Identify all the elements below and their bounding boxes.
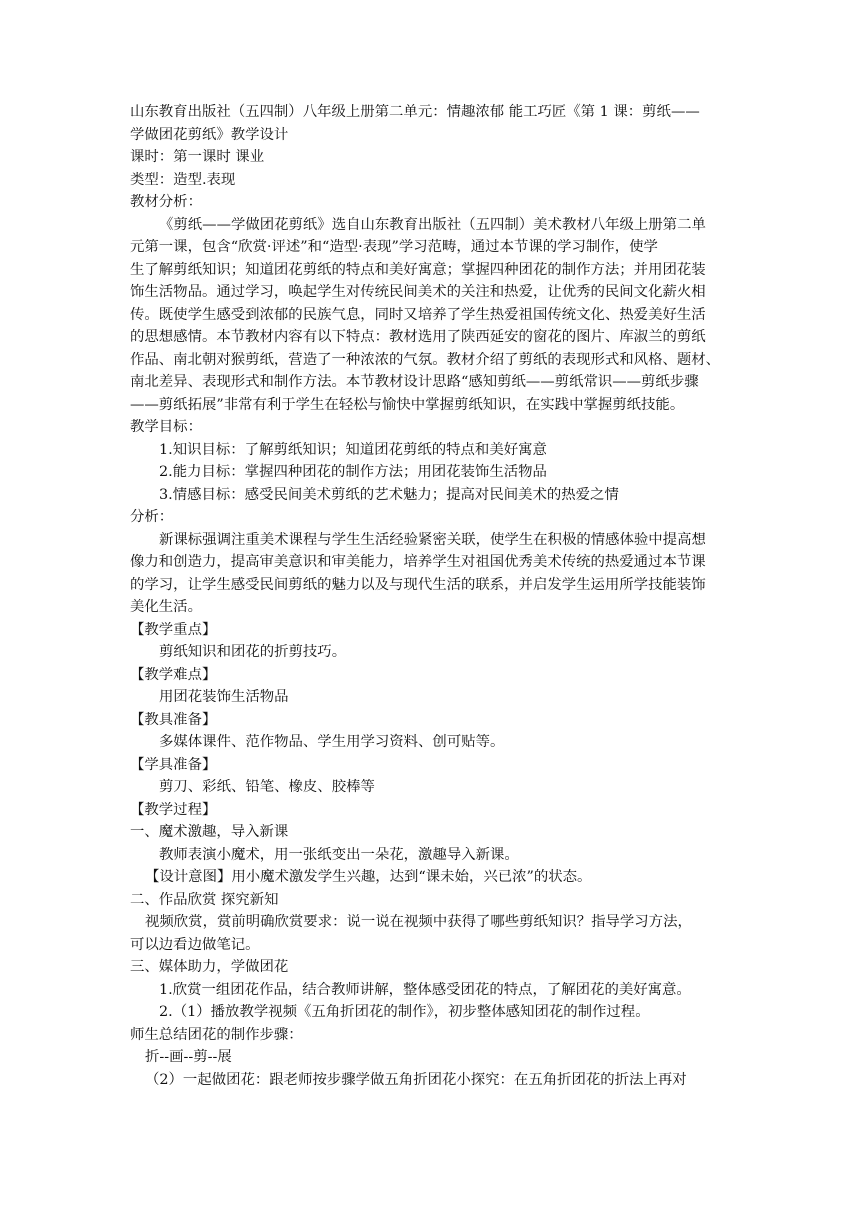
process-part3-item: （2）一起做团花：跟老师按步骤学做五角折团花小探究：在五角折团花的折法上再对	[145, 1071, 687, 1088]
goal-item: 3.情感目标：感受民间美术剪纸的艺术魅力；提高对民间美术的热爱之情	[159, 486, 619, 503]
process-part1-heading: 一、魔术激趣，导入新课	[130, 824, 289, 840]
paragraph-line: 《剪纸——学做团花剪纸》选自山东教育出版社（五四制）美术教材八年级上册第二单	[159, 216, 706, 233]
paragraph-line: 的学习，让学生感受民间剪纸的魅力以及与现代生活的联系，并启发学生运用所学技能装饰	[130, 576, 706, 593]
teacher-prep-text: 多媒体课件、范作物品、学生用学习资料、创可贴等。	[159, 734, 505, 750]
key-points-text: 剪纸知识和团花的折剪技巧。	[159, 644, 347, 660]
class-period: 课时：第一课时 课业	[130, 149, 265, 165]
difficulties-heading: 【教学难点】	[130, 666, 217, 683]
paragraph-line: 传。既使学生感受到浓郁的民族气息，同时又培养了学生热爱祖国传统文化、热爱美好生活	[130, 306, 706, 323]
paragraph-line: 美化生活。	[130, 599, 202, 615]
paragraph-line: 南北差异、表现形式和制作方法。本节教材设计思路“感知剪纸——剪纸常识——剪纸步骤	[130, 374, 699, 390]
document-title-line-2: 学做团花剪纸》教学设计	[130, 126, 289, 143]
process-part3-item: 2.（1）播放教学视频《五角折团花的制作》，初步整体感知团花的制作过程。	[159, 1004, 650, 1020]
paragraph-line: 新课标强调注重美术课程与学生生活经验紧密关联，使学生在积极的情感体验中提高想	[159, 531, 706, 548]
process-part2-heading: 二、作品欣赏 探究新知	[130, 891, 279, 908]
paragraph-line: 视频欣赏，赏前明确欣赏要求：说一说在视频中获得了哪些剪纸知识？指导学习方法，	[145, 914, 692, 930]
document-body	[130, 101, 730, 1091]
student-prep-text: 剪刀、彩纸、铅笔、橡皮、胶棒等	[159, 779, 375, 795]
goal-item: 2.能力目标：掌握四种团花的制作方法；用团花装饰生活物品	[159, 464, 547, 480]
lesson-type: 类型：造型.表现	[130, 171, 236, 188]
process-part1-text: 教师表演小魔术，用一张纸变出一朵花，激趣导入新课。	[159, 846, 519, 863]
steps-sequence: 折--画--剪--展	[145, 1049, 232, 1065]
goals-heading: 教学目标：	[130, 419, 202, 435]
steps-summary: 师生总结团花的制作步骤：	[130, 1026, 303, 1043]
paragraph-line: 作品、南北朝对猴剪纸，营造了一种浓浓的气氛。教材介绍了剪纸的表现形式和风格、题材、	[130, 351, 721, 368]
design-intent: 【设计意图】用小魔术激发学生兴趣，达到“课未始，兴已浓”的状态。	[145, 869, 592, 885]
goal-item: 1.知识目标：了解剪纸知识；知道团花剪纸的特点和美好寓意	[159, 441, 547, 458]
paragraph-line: 饰生活物品。通过学习，唤起学生对传统民间美术的关注和热爱，让优秀的民间文化薪火相	[130, 284, 706, 300]
paragraph-line: 生了解剪纸知识；知道团花剪纸的特点和美好寓意；掌握四种团花的制作方法；并用团花装	[130, 261, 706, 278]
process-part3-item: 1.欣赏一组团花作品，结合教师讲解，整体感受团花的特点，了解团花的美好寓意。	[159, 981, 691, 998]
paragraph-line: 像力和创造力，提高审美意识和审美能力，培养学生对祖国优秀美术传统的热爱通过本节课	[130, 554, 706, 570]
paragraph-line: 可以边看边做笔记。	[130, 936, 260, 953]
paragraph-line: 的思想感情。本节教材内容有以下特点：教材选用了陕西延安的窗花的图片、库淑兰的剪纸	[130, 329, 706, 345]
process-heading: 【教学过程】	[130, 801, 217, 818]
paragraph-line: 元第一课，包含“欣赏·评述”和“造型·表现”学习范畴，通过本节课的学习制作，使学	[130, 239, 658, 255]
difficulties-text: 用团花装饰生活物品	[159, 689, 289, 705]
process-part3-heading: 三、媒体助力，学做团花	[130, 959, 289, 975]
paragraph-line: ——剪纸拓展”非常有利于学生在轻松与愉快中掌握剪纸知识，在实践中掌握剪纸技能。	[130, 396, 685, 413]
key-points-heading: 【教学重点】	[130, 621, 217, 638]
analysis-heading: 分析：	[130, 509, 174, 525]
student-prep-heading: 【学具准备】	[130, 756, 217, 773]
material-analysis-heading: 教材分析：	[130, 194, 202, 210]
document-title-line-1: 山东教育出版社（五四制）八年级上册第二单元：情趣浓郁 能工巧匠《第 1 课：剪纸——	[130, 104, 700, 120]
teacher-prep-heading: 【教具准备】	[130, 711, 217, 728]
